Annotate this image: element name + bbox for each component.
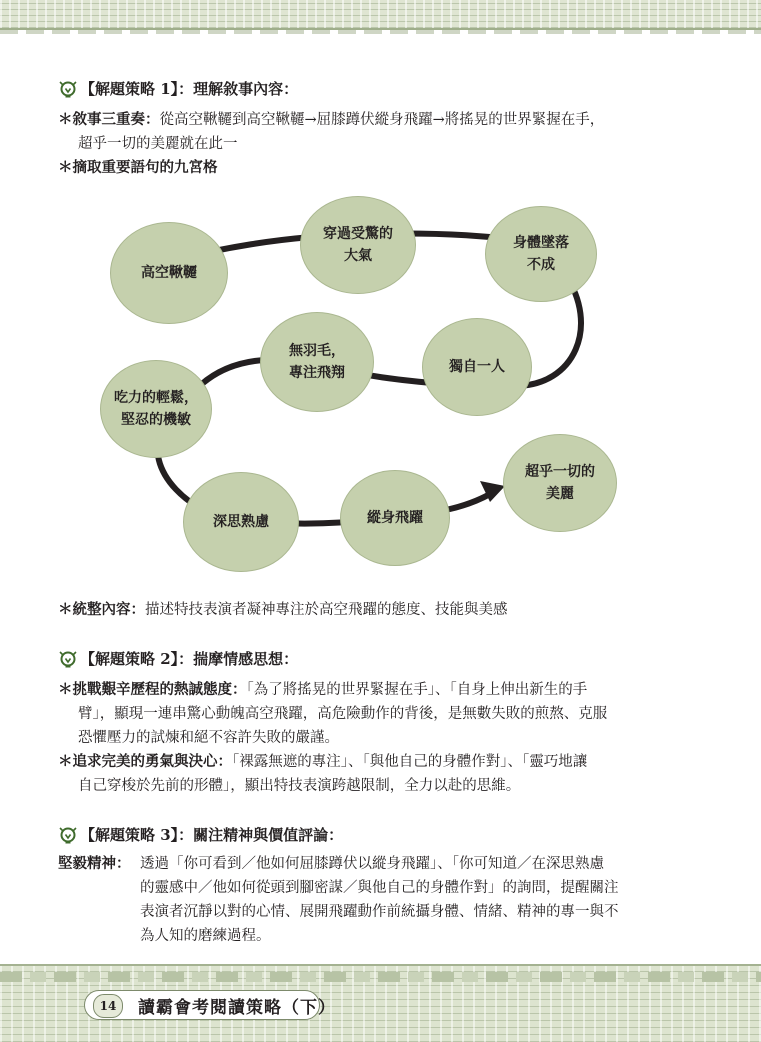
perseverance-text-3: 表演者沉靜以對的心情、展開飛躍動作前統攝身體、情緒、精神的專一與不 bbox=[140, 904, 619, 920]
bullet-continuation: 臂」，顯現一連串驚心動魄高空飛躍，高危險動作的背後，是無數失敗的煎熬、克服 bbox=[78, 706, 608, 722]
node-high-swing: 高空鞦韆 bbox=[110, 222, 228, 324]
perseverance-text-4: 為人知的磨練過程。 bbox=[140, 928, 271, 944]
perseverance-text-1: 透過「你可看到／他如何屈膝蹲伏以縱身飛躍」、「你可知道／在深思熟慮 bbox=[140, 856, 604, 872]
node-beauty: 超乎一切的 美麗 bbox=[503, 434, 617, 532]
perseverance-text-2: 的靈感中／他如何從頭到腳密謀／與他自己的身體作對」的詢問，提醒關注 bbox=[140, 880, 619, 896]
bullet-continuation: 自己穿梭於先前的形體」，顯出特技表演跨越限制，全力以赴的思維。 bbox=[78, 778, 521, 794]
node-leap: 縱身飛躍 bbox=[340, 470, 450, 566]
perseverance-label: 堅毅精神： bbox=[58, 855, 131, 872]
bullet-summary: ＊統整內容：描述特技表演者凝神專注於高空飛躍的態度、技能與美感 bbox=[58, 601, 508, 618]
bullet-continuation: 超乎一切的美麗就在此一 bbox=[78, 136, 238, 152]
bullet-nine-grid: ＊摘取重要語句的九宮格 bbox=[58, 159, 218, 176]
page-number: 14 bbox=[93, 994, 123, 1018]
bullet-narrative-trio: ＊敘事三重奏：從高空鞦韆到高空鞦韆→屈膝蹲伏縱身飛躍→將搖晃的世界緊握在手， bbox=[58, 111, 605, 128]
bullet-label: 統整內容： bbox=[72, 601, 145, 618]
bulb-icon bbox=[58, 649, 78, 669]
node-no-feathers: 無羽毛， 專注飛翔 bbox=[260, 312, 374, 412]
bullet-label: 挑戰艱辛歷程的熱誠態度： bbox=[72, 681, 247, 698]
node-body-fall: 身體墜落 不成 bbox=[485, 206, 597, 302]
top-decorative-band bbox=[0, 0, 761, 30]
bullet-challenge: ＊挑戰艱辛歷程的熱誠態度：「為了將搖晃的世界緊握在手」、「自身上伸出新生的手 bbox=[58, 681, 588, 698]
bullet-label: 追求完美的勇氣與決心： bbox=[72, 753, 232, 770]
bullet-label: 敘事三重奏： bbox=[72, 111, 160, 128]
bullet-text: 從高空鞦韆到高空鞦韆→屈膝蹲伏縱身飛躍→將搖晃的世界緊握在手， bbox=[159, 112, 605, 128]
footer-book-title: 讀霸會考閱讀策略（下） bbox=[138, 998, 336, 1018]
bullet-text: 「裸露無遮的專注」、「與他自己的身體作對」、「靈巧地讓 bbox=[232, 754, 588, 770]
bulb-icon bbox=[58, 79, 78, 99]
node-alone: 獨自一人 bbox=[422, 318, 532, 416]
bulb-icon bbox=[58, 825, 78, 845]
bullet-continuation: 恐懼壓力的試煉和絕不容許失敗的嚴謹。 bbox=[78, 730, 339, 746]
bullet-courage: ＊追求完美的勇氣與決心：「裸露無遮的專注」、「與他自己的身體作對」、「靈巧地讓 bbox=[58, 753, 588, 770]
node-through-air: 穿過受驚的 大氣 bbox=[300, 196, 416, 294]
strategy-1-title: 【解題策略 1】：理解敘事內容： bbox=[80, 80, 299, 98]
strategy-3-title: 【解題策略 3】：關注精神與價值評論： bbox=[80, 826, 344, 844]
strategy-3-heading bbox=[58, 824, 343, 845]
bullet-label: 摘取重要語句的九宮格 bbox=[72, 159, 218, 176]
strategy-2-title: 【解題策略 2】：揣摩情感思想： bbox=[80, 650, 299, 668]
bullet-text: 描述特技表演者凝神專注於高空飛躍的態度、技能與美感 bbox=[145, 602, 508, 618]
node-effortless: 吃力的輕鬆， 堅忍的機敏 bbox=[100, 360, 212, 458]
nine-grid-diagram bbox=[95, 196, 635, 576]
node-deliberate: 深思熟慮 bbox=[183, 472, 299, 572]
bullet-text: 「為了將搖晃的世界緊握在手」、「自身上伸出新生的手 bbox=[246, 682, 588, 698]
strategy-2-heading bbox=[58, 648, 298, 669]
strategy-1-heading bbox=[58, 78, 298, 99]
